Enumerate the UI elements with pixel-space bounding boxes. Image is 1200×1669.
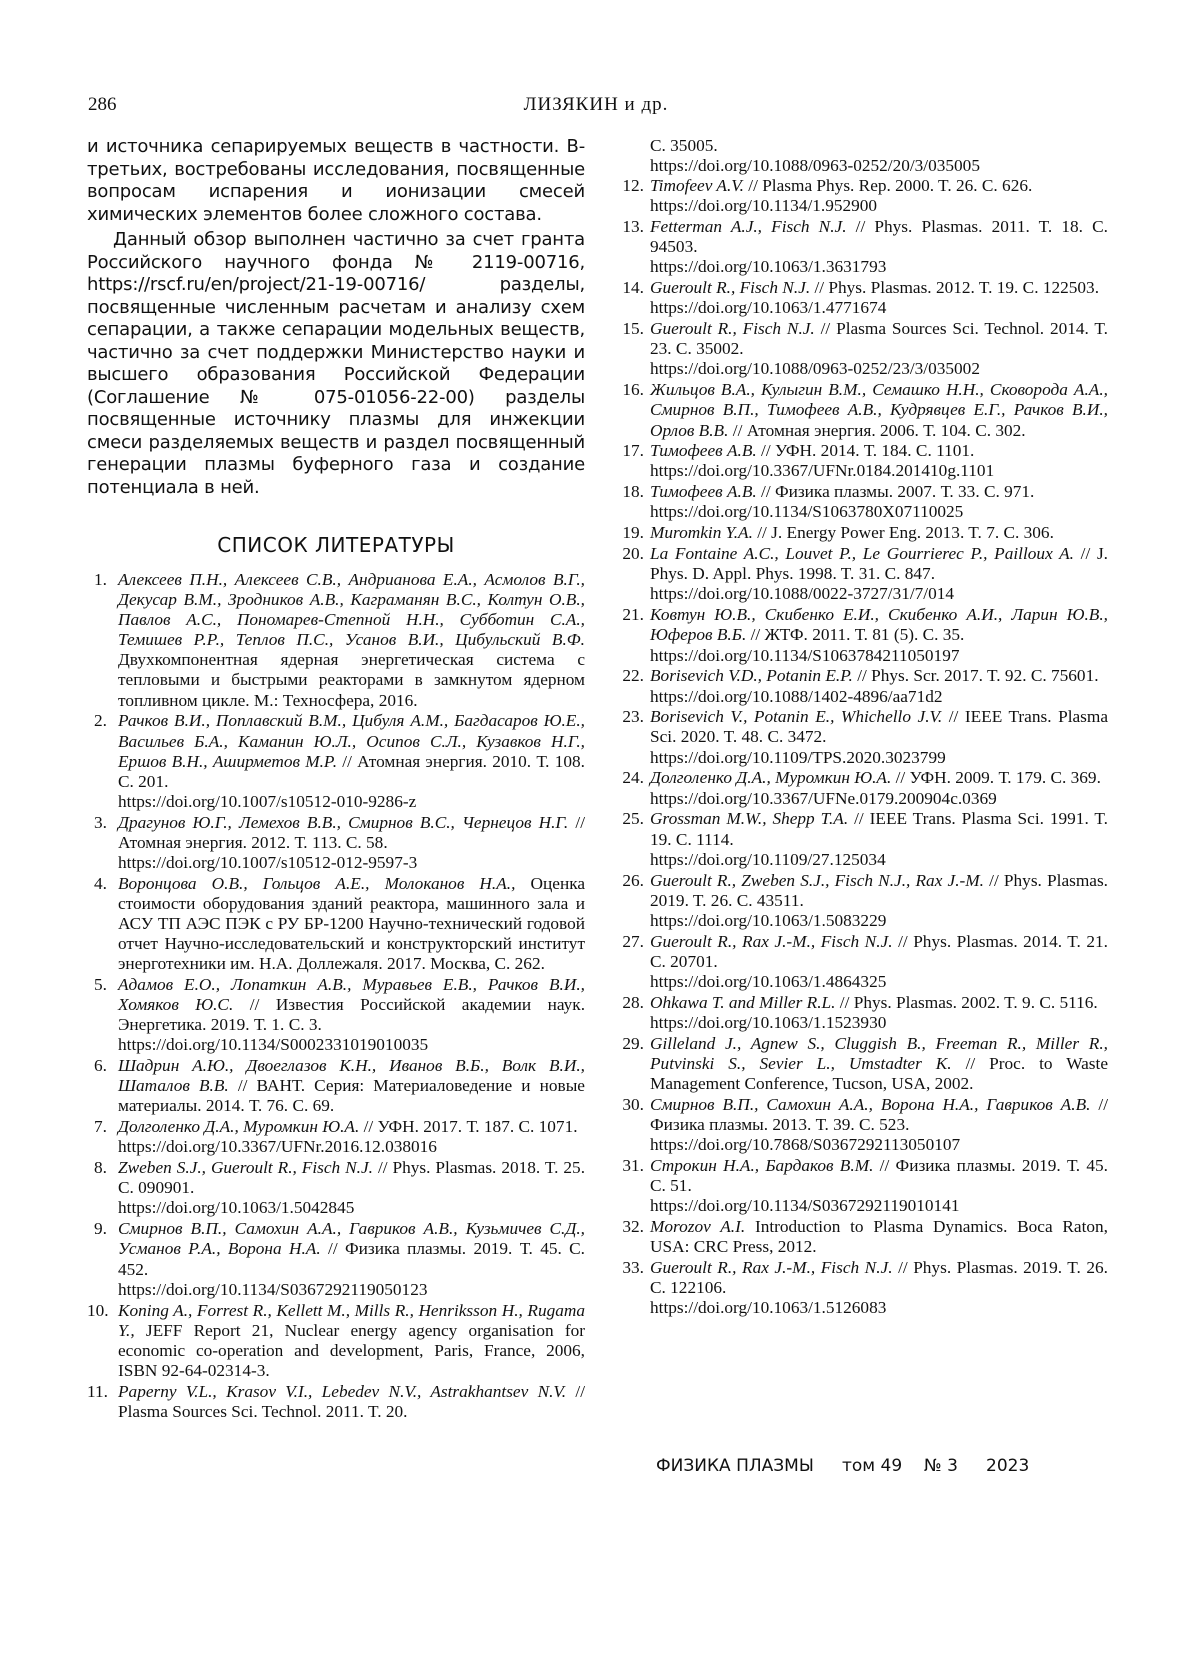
reference-continuation-doi[interactable]: https://doi.org/10.1088/0963-0252/20/3/035005: [650, 156, 980, 176]
reference-item: [87, 813, 585, 873]
reference-number: 22.: [622, 666, 644, 686]
reference-item: [614, 217, 1108, 277]
reference-item: [87, 570, 585, 711]
reference-item: [87, 975, 585, 1055]
acknowledgment-paragraph: Данный обзор выполнен частично за счет гранта Российского научного фонда № 2119-00716, https://rscf.ru/en/project/21-19-00716/ разделы, посвященные численным расчетам и анализу схем сепарации, а также сепарации модельных веществ, частично за счет поддержки Министерство науки и высшего образования Российской Федерации (Соглашение № 075-01056-22-00) разделы посвященные источнику плазмы для инжекции смеси разделяемых веществ и раздел посвященный генерации плазмы буферного газа и создание потенциала в ней.: [87, 229, 585, 498]
reference-authors: Gueroult R., Fisch N.J.: [650, 319, 815, 339]
reference-item: [614, 319, 1108, 379]
reference-item: [614, 932, 1108, 992]
reference-authors: Ohkawa T. and Miller R.L.: [650, 992, 836, 1012]
reference-authors: La Fontaine A.C., Louvet P., Le Gourrierec P., Pailloux A.: [650, 544, 1074, 564]
reference-doi-link[interactable]: https://doi.org/10.1134/S1063784211050197: [650, 645, 960, 665]
reference-authors: Тимофеев А.В.: [650, 482, 757, 502]
reference-source: // Phys. Plasmas. 2011. T. 18. C. 94503.: [650, 217, 1108, 257]
reference-item: [614, 707, 1108, 767]
reference-doi-link[interactable]: https://doi.org/10.1063/1.3631793: [650, 257, 887, 277]
reference-source: Оценка стоимости оборудования зданий реактора, машинного зала и АСУ ТП АЭС ПЭК с РУ БР-1200 Научно-технический годовой отчет Научно-исследовательский и конструкторский институт энерготехники им. Н.А. Доллежаля. 2017. Москва, С. 262.: [118, 873, 585, 974]
reference-authors: Смирнов В.П., Самохин А.А., Ворона Н.А., Гавриков А.В.: [650, 1094, 1091, 1114]
reference-source: // ВАНТ. Серия: Материаловедение и новые материалы. 2014. Т. 76. С. 69.: [118, 1076, 585, 1116]
reference-item: [614, 544, 1108, 604]
running-title: ЛИЗЯКИН и др.: [523, 94, 669, 115]
reference-source: // ЖТФ. 2011. Т. 81 (5). С. 35.: [750, 625, 965, 645]
reference-number: 19.: [622, 523, 644, 543]
reference-source: // Phys. Plasmas. 2002. T. 9. C. 5116.: [839, 992, 1098, 1012]
reference-authors: Жильцов В.А., Кулыгин В.М., Семашко Н.Н., Сковорода А.А., Смирнов В.П., Тимофеев А.В., Кудрявцев Е.Г., Рачков В.И., Орлов В.В.: [650, 380, 1108, 440]
reference-number: 28.: [622, 992, 644, 1012]
reference-item: [87, 1117, 585, 1157]
reference-number: 6.: [94, 1056, 107, 1076]
reference-item: [614, 768, 1108, 808]
reference-authors: Gueroult R., Zweben S.J., Fisch N.J., Rax J.-M.: [650, 870, 984, 890]
reference-number: 4.: [94, 873, 107, 893]
footer-issue: № 3: [924, 1456, 958, 1476]
reference-authors: Строкин Н.А., Бардаков В.М.: [650, 1155, 874, 1175]
reference-number: 21.: [622, 605, 644, 625]
reference-authors: Ковтун Ю.В., Скибенко Е.И., Скибенко А.И., Ларин Ю.В., Юферов В.Б.: [650, 605, 1108, 645]
reference-source: // Phys. Plasmas. 2014. T. 21. C. 20701.: [650, 931, 1109, 971]
reference-doi-link[interactable]: https://doi.org/10.1007/s10512-010-9286-z: [118, 791, 417, 811]
reference-authors: Gueroult R., Fisch N.J.: [650, 278, 811, 298]
reference-number: 26.: [622, 870, 644, 890]
reference-item: [614, 993, 1108, 1033]
reference-doi-link[interactable]: https://doi.org/10.3367/UFNr.2016.12.038016: [118, 1137, 437, 1157]
reference-doi-link[interactable]: https://doi.org/10.1063/1.5126083: [650, 1298, 887, 1318]
reference-source: // Физика плазмы. 2013. Т. 39. С. 523.: [650, 1094, 1108, 1134]
reference-doi-link[interactable]: https://doi.org/10.1134/S1063780X07110025: [650, 502, 964, 522]
reference-item: [87, 1301, 585, 1381]
reference-doi-link[interactable]: https://doi.org/10.1088/0963-0252/23/3/035002: [650, 359, 980, 379]
reference-item: [614, 871, 1108, 931]
reference-source: // J. Phys. D. Appl. Phys. 1998. T. 31. C. 847.: [650, 544, 1109, 584]
reference-number: 20.: [622, 544, 644, 564]
reference-doi-link[interactable]: https://doi.org/10.3367/UFNr.0184.201410g.1101: [650, 461, 995, 481]
references-heading: СПИСОК ЛИТЕРАТУРЫ: [217, 533, 455, 557]
reference-doi-link[interactable]: https://doi.org/10.1134/S0367292119050123: [118, 1279, 428, 1299]
reference-doi-link[interactable]: https://doi.org/10.1109/TPS.2020.3023799: [650, 747, 946, 767]
reference-number: 12.: [622, 176, 644, 196]
reference-item: [87, 1056, 585, 1116]
reference-authors: Долголенко Д.А., Муромкин Ю.А.: [118, 1117, 360, 1137]
reference-number: 17.: [622, 441, 644, 461]
reference-number: 27.: [622, 931, 644, 951]
reference-doi-link[interactable]: https://doi.org/10.1063/1.1523930: [650, 1012, 887, 1032]
reference-number: 8.: [94, 1158, 107, 1178]
reference-source: // Физика плазмы. 2019. Т. 45. С. 51.: [650, 1155, 1108, 1195]
reference-item: [614, 482, 1108, 522]
reference-number: 11.: [87, 1381, 108, 1401]
reference-source: // Физика плазмы. 2019. Т. 45. С. 452.: [118, 1239, 585, 1279]
reference-source: // Атомная энергия. 2010. Т. 108. С. 201.: [118, 751, 585, 791]
reference-authors: Grossman M.W., Shepp T.A.: [650, 809, 849, 829]
reference-authors: Gueroult R., Rax J.-M., Fisch N.J.: [650, 1257, 893, 1277]
reference-doi-link[interactable]: https://doi.org/10.1134/S0002331019010035: [118, 1035, 429, 1055]
reference-authors: Воронцова О.В., Гольцов А.Е., Молоканов Н.А.,: [118, 873, 516, 893]
reference-source: // Атомная энергия. 2006. Т. 104. С. 302.: [732, 420, 1026, 440]
reference-authors: Borisevich V., Potanin E., Whichello J.V.: [650, 707, 943, 727]
reference-number: 15.: [622, 319, 644, 339]
reference-source: // Атомная энергия. 2012. Т. 113. С. 58.: [118, 812, 585, 852]
reference-authors: Gueroult R., Rax J.-M., Fisch N.J.: [650, 931, 893, 951]
footer-journal-name: ФИЗИКА ПЛАЗМЫ: [656, 1456, 814, 1476]
reference-authors: Смирнов В.П., Самохин А.А., Гавриков А.В., Кузьмичев С.Д., Усманов Р.А., Ворона Н.А.: [118, 1219, 585, 1259]
reference-doi-link[interactable]: https://doi.org/10.1063/1.5042845: [118, 1198, 355, 1218]
reference-source: // Plasma Sources Sci. Technol. 2014. T. 23. C. 35002.: [650, 319, 1108, 359]
reference-authors: Koning A., Forrest R., Kellett M., Mills R., Henriksson H., Rugama Y.,: [118, 1300, 585, 1340]
reference-authors: Gilleland J., Agnew S., Cluggish B., Freeman R., Miller R., Putvinski S., Sevier L., Umstadter K.: [650, 1033, 1108, 1073]
reference-source: // IEEE Trans. Plasma Sci. 2020. T. 48. C. 3472.: [650, 707, 1108, 747]
reference-authors: Paperny V.L., Krasov V.I., Lebedev N.V., Astrakhantsev N.V.: [118, 1381, 567, 1401]
reference-item: [614, 1156, 1108, 1216]
reference-doi-link[interactable]: https://doi.org/10.7868/S0367292113050107: [650, 1134, 961, 1154]
reference-number: 32.: [622, 1216, 644, 1236]
right-column: [614, 136, 1108, 1318]
reference-item: [614, 176, 1108, 216]
reference-doi-link[interactable]: https://doi.org/10.1088/1402-4896/aa71d2: [650, 686, 943, 706]
footer-volume: том 49: [842, 1456, 903, 1476]
reference-number: 14.: [622, 278, 644, 298]
reference-source: // УФН. 2014. Т. 184. С. 1101.: [761, 441, 975, 461]
reference-source: // Phys. Plasmas. 2019. T. 26. C. 43511.: [650, 870, 1108, 910]
reference-number: 13.: [622, 217, 644, 237]
reference-source: // Известия Российской академии наук. Энергетика. 2019. Т. 1. С. 3.: [118, 995, 586, 1035]
left-column: [87, 136, 585, 1422]
reference-item: [87, 1382, 585, 1422]
reference-number: 29.: [622, 1033, 644, 1053]
reference-continuation-text: C. 35005.: [650, 136, 718, 155]
reference-doi-link[interactable]: https://doi.org/10.1109/27.125034: [650, 849, 886, 869]
reference-source: Introduction to Plasma Dynamics. Boca Raton, USA: CRC Press, 2012.: [650, 1216, 1108, 1256]
reference-authors: Fetterman A.J., Fisch N.J.: [650, 217, 847, 237]
reference-item: [614, 1258, 1108, 1318]
reference-item: [614, 523, 1108, 543]
reference-source: // Phys. Plasmas. 2018. T. 25. C. 090901.: [118, 1158, 586, 1198]
reference-item: [87, 874, 585, 974]
reference-authors: Адамов Е.О., Лопаткин А.В., Муравьев Е.В., Рачков В.И., Хомяков Ю.С.: [118, 975, 585, 1015]
reference-source: // IEEE Trans. Plasma Sci. 1991. T. 19. C. 1114.: [650, 809, 1108, 849]
reference-item: [614, 1034, 1108, 1094]
reference-authors: Borisevich V.D., Potanin E.P.: [650, 666, 853, 686]
reference-list-left: [87, 570, 585, 1422]
reference-doi-link[interactable]: https://doi.org/10.1007/s10512-012-9597-3: [118, 852, 418, 872]
reference-source: // Физика плазмы. 2007. Т. 33. С. 971.: [761, 482, 1035, 502]
reference-item: [614, 278, 1108, 318]
reference-item: [614, 1217, 1108, 1257]
reference-item: [614, 380, 1108, 440]
reference-number: 5.: [94, 975, 107, 995]
reference-authors: Шадрин А.Ю., Двоеглазов К.Н., Иванов В.Б., Волк В.И., Шаталов В.В.: [118, 1056, 585, 1096]
reference-authors: Драгунов Ю.Г., Лемехов В.В., Смирнов В.С., Чернецов Н.Г.: [118, 812, 569, 832]
reference-source: // Plasma Phys. Rep. 2000. T. 26. C. 626.: [748, 176, 1033, 196]
reference-source: Двухкомпонентная ядерная энергетическая система с тепловыми и быстрыми реакторами в замкнутом ядерном топливном цикле. М.: Техносфера, 2016.: [118, 650, 585, 710]
reference-continuation: [614, 136, 1108, 176]
reference-doi-link[interactable]: https://doi.org/10.1088/0022-3727/31/7/014: [650, 584, 955, 604]
reference-number: 23.: [622, 707, 644, 727]
reference-number: 16.: [622, 380, 644, 400]
reference-source: // Plasma Sources Sci. Technol. 2011. T. 20.: [118, 1381, 585, 1421]
reference-authors: Morozov A.I.: [650, 1216, 746, 1236]
reference-doi-link[interactable]: https://doi.org/10.1134/S0367292119010141: [650, 1196, 960, 1216]
reference-doi-link[interactable]: https://doi.org/10.3367/UFNe.0179.200904c.0369: [650, 788, 997, 808]
reference-source: // Phys. Plasmas. 2019. T. 26. C. 122106.: [650, 1257, 1109, 1297]
reference-authors: Долголенко Д.А., Муромкин Ю.А.: [650, 768, 892, 788]
reference-number: 1.: [94, 570, 107, 589]
footer-year: 2023: [986, 1456, 1030, 1476]
reference-source: JEFF Report 21, Nuclear energy agency organisation for economic co-operation and development, Paris, France, 2006, ISBN 92-64-02314-3.: [118, 1320, 585, 1380]
reference-item: [614, 441, 1108, 481]
body-paragraph-1: и источника сепарируемых веществ в частности. В-третьих, востребованы исследования, посвященные вопросам испарения и ионизации смесей химических элементов более сложного состава.: [87, 136, 585, 225]
reference-list-right: [614, 176, 1108, 1318]
reference-source: // Proc. to Waste Management Conference, Tucson, USA, 2002.: [650, 1053, 1108, 1093]
reference-authors: Рачков В.И., Поплавский В.М., Цибуля А.М., Багдасаров Ю.Е., Васильев Б.А., Каманин Ю.Л., Осипов С.Л., Кузавков Н.Г., Ершов В.Н., Аширметов М.Р.: [118, 711, 585, 771]
reference-item: [87, 1158, 585, 1218]
reference-authors: Алексеев П.Н., Алексеев С.В., Андрианова Е.А., Асмолов В.Г., Декусар В.М., Зродников А.В., Каграманян В.С., Колтун О.В., Павлов А.С., Пономарев-Степной Н.Н., Субботин С.А., Темишев Р.Р., Теплов П.С., Усанов В.И., Цибульский В.Ф.: [118, 570, 585, 650]
reference-doi-link[interactable]: https://doi.org/10.1134/1.952900: [650, 196, 878, 216]
running-head: [88, 94, 1104, 124]
reference-number: 18.: [622, 482, 644, 502]
page-number: 286: [88, 94, 117, 115]
reference-number: 9.: [94, 1219, 107, 1239]
reference-item: [614, 809, 1108, 869]
reference-source: // J. Energy Power Eng. 2013. T. 7. C. 306.: [757, 523, 1054, 543]
reference-source: // УФН. 2017. Т. 187. С. 1071.: [363, 1117, 578, 1137]
reference-source: // Phys. Scr. 2017. T. 92. C. 75601.: [857, 666, 1099, 686]
reference-number: 31.: [622, 1155, 644, 1175]
reference-number: 10.: [87, 1300, 109, 1320]
reference-item: [614, 605, 1108, 665]
reference-authors: Тимофеев А.В.: [650, 441, 757, 461]
reference-item: [87, 1219, 585, 1299]
reference-source: // Phys. Plasmas. 2012. T. 19. C. 122503.: [814, 278, 1100, 298]
reference-doi-link[interactable]: https://doi.org/10.1063/1.4864325: [650, 971, 887, 991]
reference-number: 33.: [622, 1257, 644, 1277]
reference-authors: Timofeev A.V.: [650, 176, 744, 196]
reference-source: // УФН. 2009. Т. 179. С. 369.: [895, 768, 1101, 788]
reference-doi-link[interactable]: https://doi.org/10.1063/1.5083229: [650, 910, 887, 930]
reference-number: 24.: [622, 768, 644, 788]
reference-doi-link[interactable]: https://doi.org/10.1063/1.4771674: [650, 298, 887, 318]
reference-number: 3.: [94, 812, 107, 832]
reference-number: 30.: [622, 1094, 644, 1114]
reference-number: 25.: [622, 809, 644, 829]
reference-number: 2.: [94, 711, 107, 731]
reference-item: [614, 666, 1108, 706]
reference-authors: Muromkin Y.A.: [650, 523, 753, 543]
reference-item: [87, 711, 585, 811]
reference-authors: Zweben S.J., Gueroult R., Fisch N.J.: [118, 1158, 373, 1178]
reference-item: [614, 1095, 1108, 1155]
reference-number: 7.: [94, 1117, 107, 1137]
